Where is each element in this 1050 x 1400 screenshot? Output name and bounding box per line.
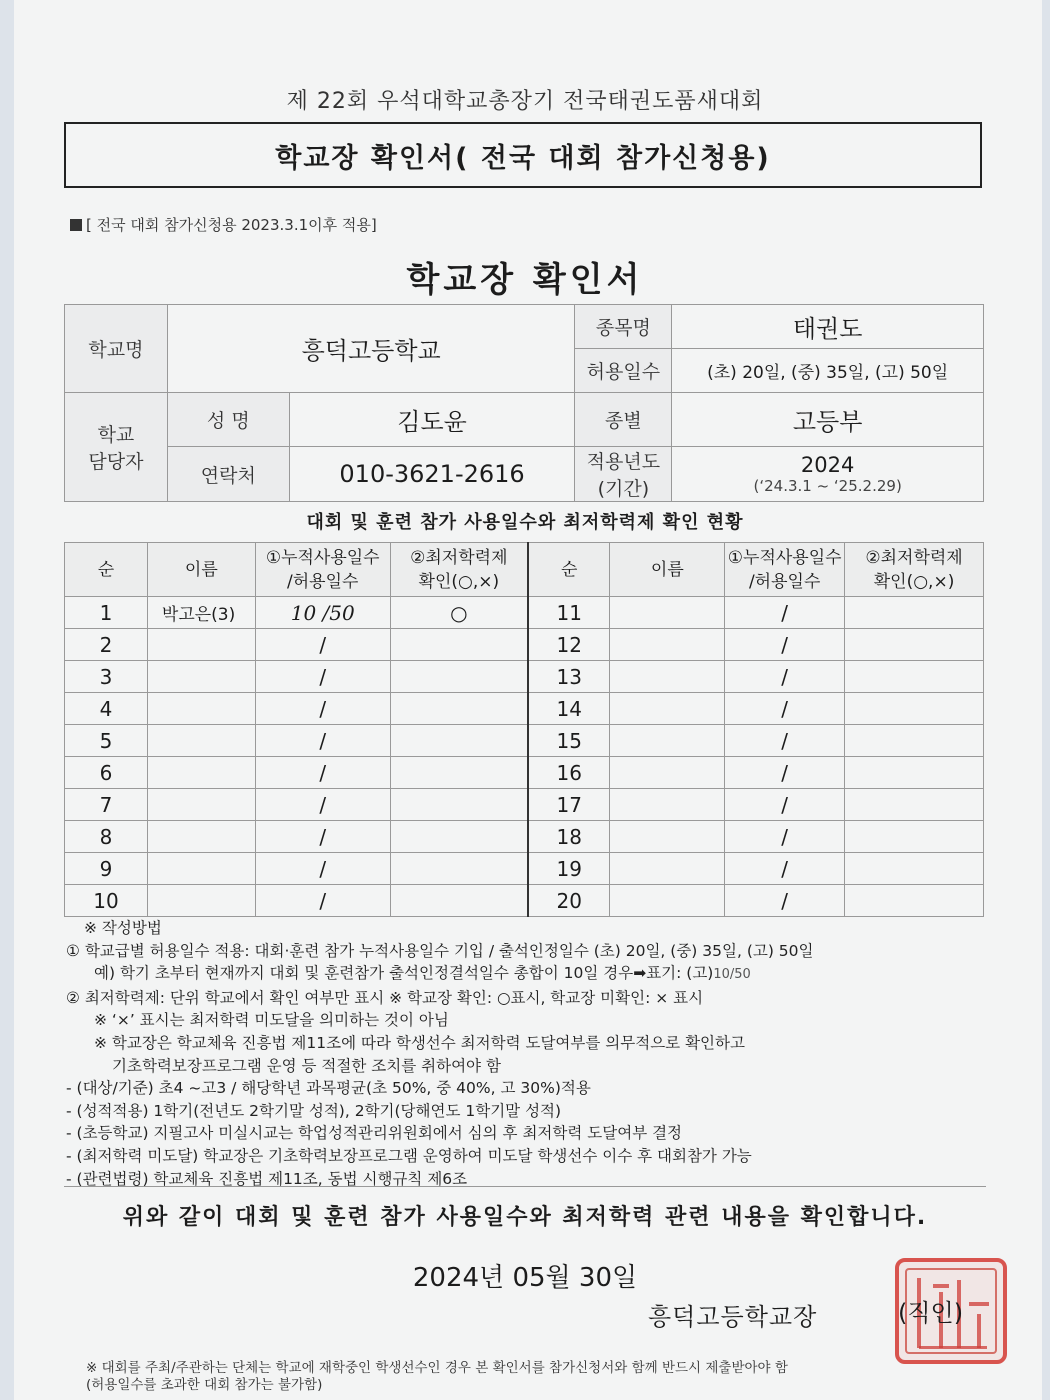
table-row: 10 / 20 /	[65, 885, 984, 917]
form-note: [ 전국 대회 참가신청용 2023.3.1이후 적용]	[70, 214, 377, 235]
footnote: ※ 대회를 주최/주관하는 단체는 학교에 재학중인 학생선수인 경우 본 확인서를 참가신청서와 함께 반드시 제출받아야 함 (허용일수를 초과한 대회 참가는 불가함)	[86, 1360, 788, 1393]
section-title: 대회 및 훈련 참가 사용일수와 최저학력제 확인 현황	[306, 512, 744, 533]
name-label: 성 명	[167, 393, 289, 447]
table-row: 3 / 13 /	[65, 661, 984, 693]
header-acad: ②최저학력제 확인(○,×)	[390, 543, 528, 597]
event-title: 제 22회 우석대학교총장기 전국태권도품새대회	[286, 89, 764, 114]
table-row: 7 / 17 /	[65, 789, 984, 821]
table-row: 6 / 16 /	[65, 757, 984, 789]
usage-table	[64, 542, 984, 917]
instructions: ※ 작성방법 ① 학교급별 허용일수 적용: 대회·훈련 참가 누적사용일수 기입 / 출석인정일수 (초) 20일, (중) 35일, (고) 50일 예) 학기 초부터 현재까지 대회 및 훈련참가 출석인정결석일수 총합이 10일 경우➡표기: (고)10/50 ② 최저학력제: 단위 학교에서 확인 여부만 표시 ※ 학교장 확인: ○표시, 학교장 미확인: × 표시 ※ ‘×’ 표시는 최저학력 미도달을 의미하는 것이 아님 ※ 학교장은 학교체육 진흥법 제11조에 따라 학생선수 최저학력 도달여부를 의무적으로 확인하고 기초학력보장프로그램 운영 등 적절한 조치를 취하여야 함 - (대상/기준) 초4 ~고3 / 해당학년 과목평균(초 50%, 중 40%, 고 30%)적용 - (성적적용) 1학기(전년도 2학기말 성적), 2학기(당해연도 1학기말 성적) - (초등학교) 지필고사 미실시교는 학업성적관리위원회에서 심의 후 최저학력 도달여부 결정 - (최저학력 미도달) 학교장은 기초학력보장프로그램 운영하여 미도달 학생선수 이수 후 대회참가 가능 - (관련법령) 학교체육 진흥법 제11조, 동법 시행규칙 제6조	[66, 917, 986, 1190]
table-row: 2 / 12 /	[65, 629, 984, 661]
table-row: 9 / 19 /	[65, 853, 984, 885]
header-name: 이름	[147, 543, 255, 597]
contact-label: 연락처	[167, 447, 289, 502]
header-name: 이름	[610, 543, 725, 597]
info-table	[64, 304, 984, 502]
sport-value: 태권도	[672, 305, 984, 349]
principal-name: 흥덕고등학교장	[648, 1303, 818, 1331]
square-bullet-icon	[70, 219, 82, 231]
sport-label: 종목명	[575, 305, 672, 349]
school-label: 학교명	[65, 305, 168, 393]
main-title: 학교장 확인서	[406, 260, 644, 300]
table-row: 8 / 18 /	[65, 821, 984, 853]
seal-label: (직인)	[898, 1299, 964, 1327]
allowed-days-label: 허용일수	[575, 349, 672, 393]
instructions-heading: ※ 작성방법	[84, 919, 162, 937]
manager-label: 학교 담당자	[65, 393, 168, 502]
header-days: ①누적사용일수 /허용일수	[255, 543, 390, 597]
issue-date: 2024년 05월 30일	[412, 1263, 638, 1293]
year-label: 적용년도 (기간)	[575, 447, 672, 502]
header-acad: ②최저학력제 확인(○,×)	[845, 543, 984, 597]
divider	[64, 1186, 986, 1187]
year-value: 2024 (‘24.3.1 ~ ‘25.2.29)	[672, 447, 984, 502]
header-no: 순	[65, 543, 148, 597]
table-row: 1 박고은(3) 10 /50 ○ 11 /	[65, 597, 984, 629]
header-no: 순	[528, 543, 610, 597]
form-title-box: 학교장 확인서( 전국 대회 참가신청용)	[64, 122, 982, 188]
division-label: 종별	[575, 393, 672, 447]
contact-value: 010-3621-2616	[289, 447, 575, 502]
division-value: 고등부	[672, 393, 984, 447]
school-value: 흥덕고등학교	[167, 305, 575, 393]
table-row: 5 / 15 /	[65, 725, 984, 757]
confirm-statement: 위와 같이 대회 및 훈련 참가 사용일수와 최저학력 관련 내용을 확인합니다.	[122, 1205, 928, 1230]
header-days: ①누적사용일수 /허용일수	[725, 543, 845, 597]
table-row: 4 / 14 /	[65, 693, 984, 725]
allowed-days-value: (초) 20일, (중) 35일, (고) 50일	[672, 349, 984, 393]
name-value: 김도윤	[289, 393, 575, 447]
